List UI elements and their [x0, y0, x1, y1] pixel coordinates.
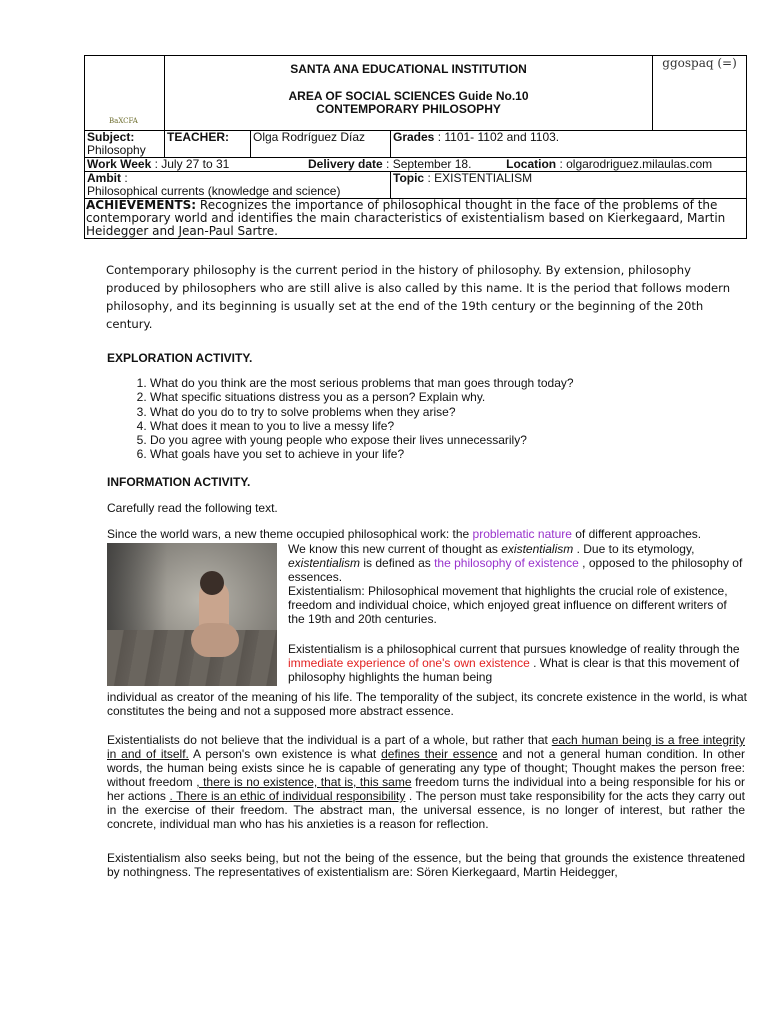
ambit-cell — [85, 172, 391, 199]
subject-value: Philosophy — [87, 143, 146, 157]
code-cell — [653, 56, 747, 131]
delivery-value: : September 18. — [382, 157, 472, 171]
ambit-label: Ambit — [87, 171, 121, 185]
p1-text-end: of different approaches. — [571, 527, 702, 541]
p3-text-b: . What is clear is that this movement of philosophy highlights the human being — [288, 656, 740, 684]
exploration-questions — [107, 376, 574, 462]
grades-value: : 1101- 1102 and 1103. — [434, 130, 560, 144]
question-item: 5. Do you agree with young people who expose their lives unnecessarily? — [150, 433, 574, 447]
p2-definition: Existentialism: Philosophical movement that highlights the crucial role of existence, freedom and individual choice, which enjoyed great influence on different writers of the 19th and 20th centuries. — [288, 584, 728, 626]
p2-text-d: , opposed to the philosophy of essences. — [288, 556, 743, 584]
subject-cell — [85, 131, 165, 158]
intro-paragraph: Contemporary philosophy is the current period in the history of philosophy. By extension, philosophy produced by philosophers who are still alive is also called by this name. It is the period that follows modern philosophy, and its beginning is usually set at the end of the 19th century or the beginning of the 20th century. — [106, 263, 731, 331]
information-heading: INFORMATION ACTIVITY. — [107, 475, 251, 489]
p1-text: Since the world wars, a new theme occupied philosophical work: the — [107, 527, 473, 541]
paragraph-3-continued: individual as creator of the meaning of his life. The temporality of the subject, its concrete existence in the world, is what constitutes the being and not a supposed more abstract essence. — [107, 690, 747, 718]
underline-free-integrity: each human being is a free integrity in and of itself. — [107, 733, 745, 761]
institution-name: SANTA ANA EDUCATIONAL INSTITUTION — [290, 62, 527, 76]
schedule-row — [85, 158, 747, 172]
highlight-problematic-nature: problematic nature — [472, 527, 572, 541]
p2-text-b: . Due to its etymology, — [573, 542, 695, 556]
document-code: ggospaq (=) — [662, 56, 737, 70]
delivery-label: Delivery date — [307, 157, 383, 171]
course-title: CONTEMPORARY PHILOSOPHY — [316, 102, 501, 116]
ambit-value: Philosophical currents (knowledge and science) — [87, 184, 341, 198]
question-item: 6. What goals have you set to achieve in your life? — [150, 447, 574, 461]
p4-text-b: A person's own existence is what — [188, 747, 382, 761]
grades-cell — [391, 131, 747, 158]
question-item: 1. What do you think are the most serious problems that man goes through today? — [150, 376, 574, 390]
instruction-text: Carefully read the following text. — [107, 501, 278, 515]
work-week-label: Work Week — [87, 157, 152, 171]
paragraph-1 — [107, 527, 757, 541]
highlight-philosophy-of-existence: the philosophy of existence — [434, 556, 579, 570]
subject-label: Subject: — [87, 130, 135, 144]
topic-value: : EXISTENTIALISM — [424, 171, 533, 185]
logo-cell — [85, 56, 165, 131]
institution-logo: BaXCFA — [109, 117, 138, 125]
paragraph-5: Existentialism also seeks being, but not the being of the essence, but the being that grounds the existence threatened by nothingness. The representatives of existentialism are: Sören Kierkegaard, Martin Heidegger, — [107, 851, 745, 879]
question-item: 3. What do you do to try to solve problems when they arise? — [150, 405, 574, 419]
highlight-immediate-experience: immediate experience of one's own existence — [288, 656, 530, 670]
underline-ethic-responsibility: . There is an ethic of individual responsibility — [169, 789, 406, 803]
area-title: AREA OF SOCIAL SCIENCES Guide No.10 — [288, 89, 529, 103]
achievements-label: ACHIEVEMENTS: — [86, 198, 197, 212]
topic-cell — [391, 172, 747, 199]
title-cell — [165, 56, 653, 131]
grades-label: Grades — [393, 130, 435, 144]
underline-no-existence: , there is no existence, that is, this same — [196, 775, 412, 789]
existentialism-photo — [107, 543, 277, 686]
paragraph-4 — [107, 733, 745, 831]
topic-label: Topic — [393, 171, 425, 185]
p2-term-2: existentialism — [288, 556, 361, 570]
location-label: Location — [506, 157, 557, 171]
p4-text-e: . The person must take responsibility for the acts they carry out in the exercise of their freedom. The abstract man, the universal essence, is no longer of interest, but rather the concrete, individual man who has his anxieties is a reason for reflection. — [107, 789, 746, 831]
paragraph-3 — [288, 642, 746, 684]
p4-text-c: and not a general human condition. In other words, the human being exists since he is capable of generating any type of thought; Thought makes the person free: without freedom — [107, 747, 745, 789]
teacher-label: TEACHER: — [167, 130, 229, 144]
p2-term: existentialism — [501, 542, 574, 556]
p2-text-c: is defined as — [360, 556, 435, 570]
question-item: 4. What does it mean to you to live a messy life? — [150, 419, 574, 433]
teacher-name: Olga Rodríguez Díaz — [253, 130, 366, 144]
p3-text: Existentialism is a philosophical current that pursues knowledge of reality through the — [288, 642, 740, 656]
paragraph-2 — [288, 542, 746, 626]
underline-defines-essence: defines their essence — [381, 747, 498, 761]
p2-text: We know this new current of thought as — [288, 542, 502, 556]
p4-text: Existentialists do not believe that the individual is a part of a whole, but rather that — [107, 733, 552, 747]
exploration-heading: EXPLORATION ACTIVITY. — [107, 351, 253, 365]
work-week-value: : July 27 to 31 — [151, 157, 230, 171]
header-table — [84, 55, 747, 239]
ambit-colon: : — [121, 171, 128, 185]
location-value: : olgarodriguez.milaulas.com — [556, 157, 713, 171]
achievements-cell — [85, 199, 747, 239]
question-item: 2. What specific situations distress you as a person? Explain why. — [150, 390, 574, 404]
p4-text-d: freedom turns the individual into a being responsible for his or her actions — [107, 775, 745, 803]
teacher-label-cell — [165, 131, 251, 158]
teacher-name-cell — [251, 131, 391, 158]
achievements-text: Recognizes the importance of philosophical thought in the face of the problems of the contemporary world and identifies the main characteristics of existentialism based on Kierkegaard, Martin Heidegger and Jean-Paul Sartre. — [86, 198, 726, 238]
